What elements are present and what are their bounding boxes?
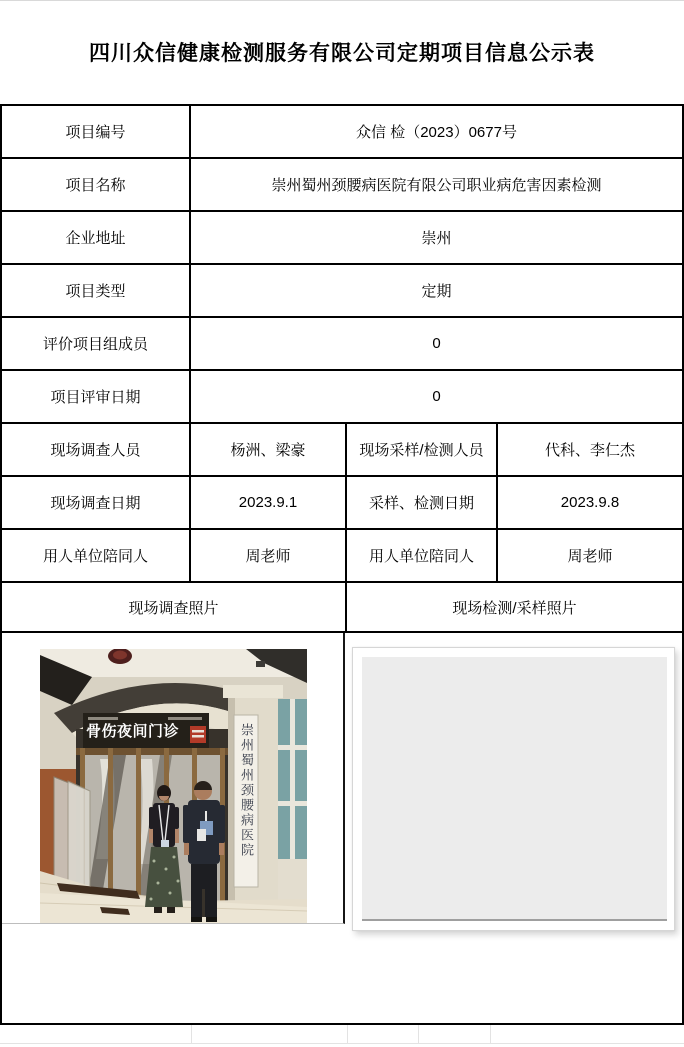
row-label: 项目编号 <box>2 106 191 157</box>
row-label: 项目名称 <box>2 159 191 210</box>
grid-line <box>191 1025 192 1043</box>
row-label: 用人单位陪同人 <box>347 530 498 581</box>
grid-line <box>347 1025 348 1043</box>
row-value: 代科、李仁杰 <box>544 442 635 459</box>
survey-photo <box>40 649 307 923</box>
hospital-pillar-sign-text: 崇州蜀州颈腰病医院 <box>239 723 254 858</box>
sampling-photo-card <box>352 647 675 931</box>
row-label: 评价项目组成员 <box>2 318 191 369</box>
row-value: 杨洲、梁豪 <box>191 424 347 475</box>
photo-header-right: 现场检测/采样照片 <box>452 599 577 617</box>
row-value: 0 <box>432 388 441 405</box>
table-row-project-number <box>2 106 682 159</box>
row-value: 周老师 <box>567 548 613 565</box>
row-label: 现场采样/检测人员 <box>347 424 498 475</box>
survey-photo-frame <box>2 633 345 924</box>
page-title: 四川众信健康检测服务有限公司定期项目信息公示表 <box>89 42 595 65</box>
table-row-project-name <box>2 159 682 212</box>
row-label: 项目评审日期 <box>2 371 191 422</box>
table-row-accompanying-person <box>2 530 682 583</box>
table-row-photos <box>2 633 682 1023</box>
hospital-entrance-photo <box>40 649 307 923</box>
night-clinic-sign-text: 骨伤夜间门诊 <box>86 723 180 740</box>
row-label: 现场调查人员 <box>2 424 191 475</box>
table-row-project-type <box>2 265 682 318</box>
table-row-review-date <box>2 371 682 424</box>
row-label: 项目类型 <box>2 265 191 316</box>
table-row-survey-staff <box>2 424 682 477</box>
survey-photo-cell <box>2 633 347 1023</box>
grid-line <box>490 1025 491 1043</box>
table-row-survey-date <box>2 477 682 530</box>
table-row-photo-headers <box>2 583 682 633</box>
table-row-team-members <box>2 318 682 371</box>
project-info-table <box>0 104 684 1025</box>
row-value: 崇州蜀州颈腰病医院有限公司职业病危害因素检测 <box>271 177 602 194</box>
table-row-company-address <box>2 212 682 265</box>
row-value: 众信 检（2023）0677号 <box>356 124 517 141</box>
grid-line <box>418 1025 419 1043</box>
grid-line <box>0 1043 684 1044</box>
row-label: 企业地址 <box>2 212 191 263</box>
row-value: 定期 <box>421 283 452 300</box>
sampling-photo-placeholder <box>362 657 667 921</box>
spreadsheet-grid-strip <box>0 1025 684 1047</box>
row-value: 2023.9.8 <box>560 494 620 511</box>
row-label: 现场调查日期 <box>2 477 191 528</box>
row-value: 0 <box>432 335 441 352</box>
row-value: 崇州 <box>421 230 452 247</box>
row-label: 用人单位陪同人 <box>2 530 191 581</box>
row-label: 采样、检测日期 <box>347 477 498 528</box>
photo-header-left: 现场调查照片 <box>2 583 347 631</box>
row-value: 周老师 <box>191 530 347 581</box>
row-value: 2023.9.1 <box>191 477 347 528</box>
sampling-photo-cell <box>347 633 682 1023</box>
